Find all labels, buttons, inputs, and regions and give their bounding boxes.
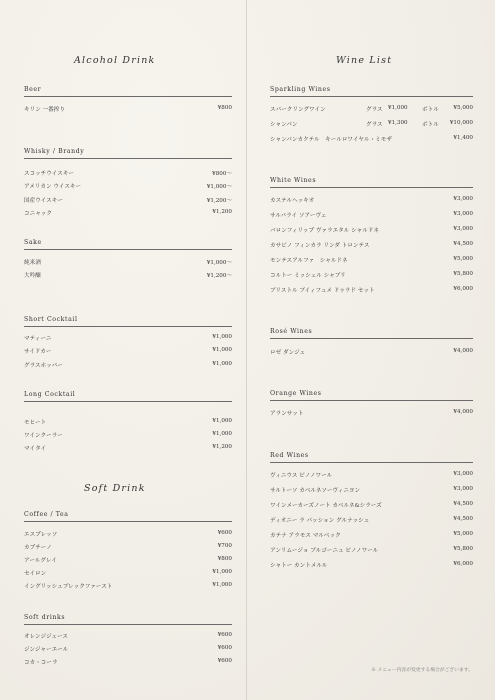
item-price: ¥1,000 <box>212 582 232 588</box>
item-price: ¥1,000～ <box>206 260 232 266</box>
item-price: ¥4,500 <box>453 241 473 247</box>
section-coffee-tea <box>24 511 232 590</box>
item-price: ¥600 <box>217 645 232 651</box>
item-name: オレンジジュース <box>24 634 68 640</box>
item-price: ¥10,000 <box>449 120 473 126</box>
item-name: シャンパンカクテル キールロワイヤル・ミモザ <box>270 137 392 143</box>
glass-label: グラス <box>366 122 383 128</box>
section-title: White Wines <box>270 177 473 188</box>
section-short-cocktail <box>24 316 232 369</box>
item-name: スコッチウイスキー <box>24 171 75 177</box>
item-name: ヴィニウス ピノノワール <box>270 473 333 479</box>
item-name: カステルヘッキオ <box>270 198 315 204</box>
item-price: ¥800～ <box>212 171 232 177</box>
section-soft-drinks <box>24 614 232 666</box>
item-name: カサビノ フィンカラ リンダ トロンテス <box>270 243 370 249</box>
item-name: グラスホッパー <box>24 363 63 369</box>
item-name: コカ・コーラ <box>24 660 58 666</box>
section-title: Soft drinks <box>24 614 232 625</box>
item-price: ¥1,000～ <box>206 184 232 190</box>
item-name: イングリッシュブレックファースト <box>24 584 113 590</box>
item-name: サルトーソ カベルネソーヴィニヨン <box>270 488 361 494</box>
item-name: ジンジャーエール <box>24 647 69 653</box>
item-price: ¥1,000 <box>212 361 232 367</box>
item-price: ¥3,000 <box>453 211 473 217</box>
item-name: モンテスアルファ シャルドネ <box>270 258 348 264</box>
section-orange-wines <box>270 390 473 417</box>
section-whisky <box>24 148 232 217</box>
item-price: ¥800 <box>217 105 232 111</box>
item-name: アランサット <box>270 411 304 417</box>
section-title: Long Cocktail <box>24 391 232 402</box>
soft-drink-title: Soft Drink <box>84 483 146 494</box>
section-title: Red Wines <box>270 452 473 463</box>
section-title: Short Cocktail <box>24 316 232 327</box>
item-name: ロゼ ダンジュ <box>270 350 306 356</box>
item-name: ディオニー ラ パッション グルナッシュ <box>270 518 370 524</box>
item-price: ¥1,200～ <box>206 198 232 204</box>
item-price: ¥700 <box>217 543 232 549</box>
item-name: モヒート <box>24 420 47 426</box>
item-name: キリン 一番搾り <box>24 107 65 113</box>
section-title: Orange Wines <box>270 390 473 401</box>
glass-label: グラス <box>366 107 383 113</box>
item-price: ¥4,500 <box>453 516 473 522</box>
item-price: ¥6,000 <box>453 286 473 292</box>
item-name: セイロン <box>24 571 47 577</box>
alcohol-drink-title: Alcohol Drink <box>74 55 156 66</box>
item-name: ワインメーカーズノート カベルネ&シラーズ <box>270 503 382 509</box>
item-name: アールグレイ <box>24 558 57 564</box>
item-price: ¥3,000 <box>453 196 473 202</box>
item-name: 大吟醸 <box>24 273 41 279</box>
item-name: 国産ウイスキー <box>24 198 63 204</box>
center-divider <box>246 0 247 700</box>
item-name: シャンパン <box>270 122 298 128</box>
bottle-label: ボトル <box>422 122 439 128</box>
item-price: ¥1,000 <box>212 334 232 340</box>
item-price: ¥1,000 <box>212 347 232 353</box>
glass-price: ¥1,000 <box>388 105 408 111</box>
item-name: マティーニ <box>24 336 52 342</box>
item-name: バロンフィリップ ヴァラエタル シャルドネ <box>270 228 379 234</box>
bottle-label: ボトル <box>422 107 439 113</box>
item-price: ¥1,000 <box>212 418 232 424</box>
item-name: 純米酒 <box>24 260 41 266</box>
item-price: ¥4,000 <box>453 348 473 354</box>
item-price: ¥600 <box>217 658 232 664</box>
item-price: ¥5,000 <box>453 531 473 537</box>
section-title: Rosé Wines <box>270 328 473 339</box>
section-rose-wines <box>270 328 473 356</box>
item-price: ¥1,000 <box>212 569 232 575</box>
item-name: シャトー カントメルル <box>270 563 328 569</box>
section-title: Beer <box>24 86 232 97</box>
section-title: Whisky / Brandy <box>24 148 232 159</box>
item-price: ¥3,000 <box>453 486 473 492</box>
item-name: カプチーノ <box>24 545 52 551</box>
section-long-cocktail <box>24 391 232 452</box>
section-title: Sparkling Wines <box>270 86 473 97</box>
section-red-wines <box>270 452 473 569</box>
item-price: ¥600 <box>217 530 232 536</box>
item-price: ¥800 <box>217 556 232 562</box>
item-price: ¥1,200～ <box>206 273 232 279</box>
item-price: ¥1,200 <box>212 444 232 450</box>
item-name: サルバライ ソアーヴェ <box>270 213 327 219</box>
item-price: ¥1,400 <box>453 135 473 141</box>
section-beer <box>24 86 232 113</box>
section-title: Coffee / Tea <box>24 511 232 522</box>
item-name: アンリムージョ ブルゴーニュ ピノノワール <box>270 548 379 554</box>
item-name: ワインクーラー <box>24 433 63 439</box>
item-name: エスプレッソ <box>24 532 58 538</box>
section-sparkling <box>270 86 473 143</box>
item-name: サイドカー <box>24 349 52 355</box>
item-price: ¥1,000 <box>212 431 232 437</box>
item-name: コルトー ミッシェル シャブリ <box>270 273 346 279</box>
item-price: ¥3,000 <box>453 471 473 477</box>
item-name: マイタイ <box>24 446 47 452</box>
item-price: ¥6,000 <box>453 561 473 567</box>
item-price: ¥3,000 <box>453 226 473 232</box>
menu-change-note: ※ メニュー内容が変更する場合がございます。 <box>371 668 473 673</box>
section-white-wines <box>270 177 473 294</box>
item-name: ブリストル ブイィフュメ ドゥラド セット <box>270 288 375 294</box>
item-price: ¥5,000 <box>453 256 473 262</box>
wine-list-title: Wine List <box>336 55 393 66</box>
item-name: アメリカン ウイスキー <box>24 184 82 190</box>
item-price: ¥5,000 <box>453 105 473 111</box>
section-title: Sake <box>24 239 232 250</box>
item-price: ¥1,200 <box>212 209 232 215</box>
section-sake <box>24 239 232 279</box>
item-price: ¥4,500 <box>453 501 473 507</box>
item-name: カテナ アラモス マルベック <box>270 533 341 539</box>
item-price: ¥5,800 <box>453 271 473 277</box>
item-name: スパークリングワイン <box>270 107 326 113</box>
glass-price: ¥1,300 <box>388 120 408 126</box>
item-price: ¥600 <box>217 632 232 638</box>
item-name: コニャック <box>24 211 52 217</box>
item-price: ¥4,000 <box>453 409 473 415</box>
item-price: ¥5,800 <box>453 546 473 552</box>
